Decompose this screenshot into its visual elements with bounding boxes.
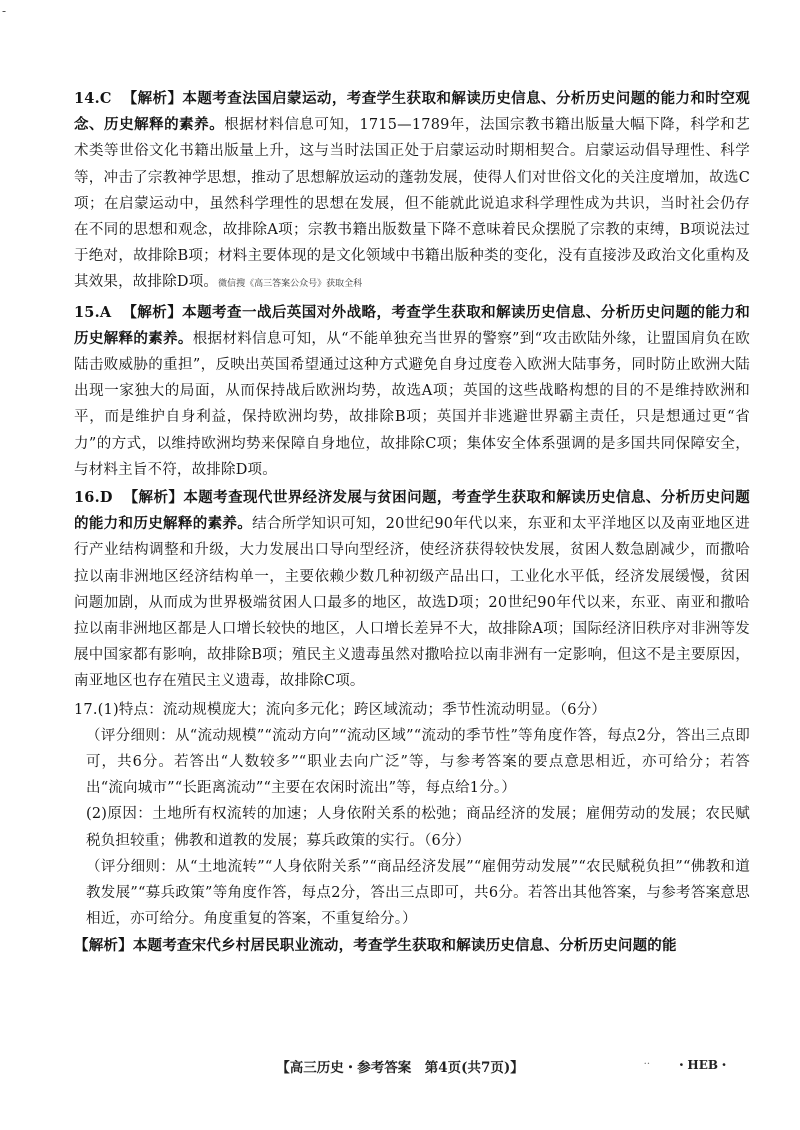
answer-16 [74,485,750,695]
answer-14-number: 14.C [74,90,112,107]
footer-page-info: 【高三历史・参考答案 第4页(共7页)】 [276,1060,524,1076]
footer-dots: .. [643,1056,650,1067]
answer-14-note: 微信搜《高三答案公众号》获取全科 [218,279,363,290]
answer-17-part2-rubric: （评分细则：从“土地流转”“人身依附关系”“商品经济发展”“雇佣劳动发展”“农民赋税负担”“佛教和道教发展”“募兵政策”等角度作答，每点2分，答出三点即可，共6分。若答出其他答案，与参考答案意思相近，亦可给分。角度重复的答案，不重复给分。） [86,858,750,928]
corner-mark: - [2,4,7,18]
answer-15-body: 根据材料信息可知，从“不能单独充当世界的警察”到“攻击欧陆外缘，让盟国肩负在欧陆击败威胁的重担”，反映出英国希望通过这种方式避免自身过度卷入欧洲大陆事务，同时防止欧洲大陆出现一家独大的局面，从而保持战后欧洲均势，故选A项；英国的这些战略构想的目的不是维持欧洲和平，而是维护自身利益，保持欧洲均势，故排除B项；英国并非逃避世界霸主责任，只是想通过更“省力”的方式，以维持欧洲均势来保障自身地位，故排除C项；集体安全体系强调的是多国共同保障安全，与材料主旨不符，故排除D项。 [74,330,751,478]
answer-17-number: 17. [74,701,98,718]
answer-17-part1-rubric: （评分细则：从“流动规模”“流动方向”“流动区域”“流动的季节性”等角度作答，每点2分，答出三点即可，共6分。若答出“人数较多”“职业去向广泛”等，与参考答案的要点意思相近，亦可给分；若答出“流向城市”“长距离流动”“主要在农闲时流出”等，每点给1分。） [86,727,750,797]
answer-16-intro: 本题考查现代世界经济发展与贫困问题，考查学生获取和解读历史信息、分析历史问题的能力和历史解释的素养。 [74,489,750,533]
answer-15 [74,300,750,483]
answer-17-analysis [74,933,750,959]
answer-14-intro: 本题考查法国启蒙运动，考查学生获取和解读历史信息、分析历史问题的能力和时空观念、历史解释的素养。 [74,90,750,134]
footer-code: ・HEB・ [675,1058,730,1072]
answer-16-body: 结合所学知识可知，20世纪90年代以来，东亚和太平洋地区以及南亚地区进行产业结构调整和升级，大力发展出口导向型经济，使经济获得较快发展，贫困人数急剧减少，而撒哈拉以南非洲地区经济结构单一，主要依赖少数几种初级产品出口，工业化水平低，经济发展缓慢，贫困问题加剧，从而成为世界极端贫困人口最多的地区，故选D项；20世纪90年代以来，东亚、南亚和撒哈拉以南非洲地区都是人口增长较快的地区，人口增长差异不大，故排除A项；国际经济旧秩序对非洲等发展中国家都有影响，故排除B项；殖民主义遗毒虽然对撒哈拉以南非洲有一定影响，但这不是主要原因，南亚地区也存在殖民主义遗毒，故排除C项。 [74,516,750,690]
answer-14-tag: 【解析】 [122,90,183,107]
answer-17-analysis-text: 本题考查宋代乡村居民职业流动，考查学生获取和解读历史信息、分析历史问题的能 [132,936,677,954]
answer-15-tag: 【解析】 [122,303,183,321]
answer-15-number: 15.A [74,303,112,321]
answer-17-part1 [74,697,750,723]
answer-14-body: 根据材料信息可知，1715—1789年，法国宗教书籍出版量大幅下降，科学和艺术类等世俗文化书籍出版量上升，这与当时法国正处于启蒙运动时期相契合。启蒙运动倡导理性、科学等，冲击了宗教神学思想，推动了思想解放运动的蓬勃发展，使得人们对世俗文化的关注度增加，故选C项；在启蒙运动中，虽然科学理性的思想在发展，但不能就此说追求科学理性成为共识，当时社会仍存在不同的思想和观念，故排除A项；宗教书籍出版数量下降不意味着民众摆脱了宗教的束缚，B项说法过于绝对，故排除B项；材料主要体现的是文化领域中书籍出版种类的变化，没有直接涉及政治文化重构及其效果，故排除D项。 [74,117,750,291]
answer-content [74,86,750,959]
answer-15-intro: 本题考查一战后英国对外战略，考查学生获取和解读历史信息、分析历史问题的能力和历史解释的素养。 [74,303,750,347]
answer-16-number: 16.D [74,489,113,507]
answer-16-tag: 【解析】 [123,489,184,507]
answer-17-part2: (2)原因：土地所有权流转的加速；人身依附关系的松弛；商品经济的发展；雇佣劳动的发展；农民赋税负担较重；佛教和道教的发展；募兵政策的实行。（6分） [86,806,750,849]
answer-17-analysis-tag: 【解析】 [74,936,133,954]
answer-17-part1-text: (1)特点：流动规模庞大；流向多元化；跨区域流动；季节性流动明显。（6分） [97,701,607,718]
answer-14 [74,86,750,298]
